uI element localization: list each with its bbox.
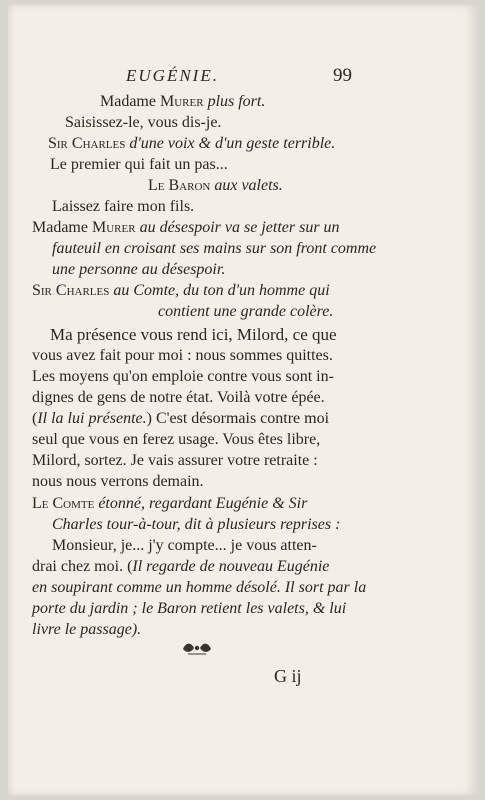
- stage-direction: Le Comte étonné, regardant Eugénie & Sir: [32, 495, 308, 512]
- dialogue-line: Monsieur, je... j'y compte... je vous atten-: [52, 537, 317, 554]
- stage-direction: Madame Murer au désespoir va se jetter sur un: [32, 219, 340, 236]
- dialogue-line: Milord, sortez. Je vais assurer votre retraite :: [32, 452, 318, 469]
- dialogue-line: (Il la lui présente.) C'est désormais contre moi: [32, 410, 330, 427]
- running-head: EUGÉNIE.: [126, 66, 219, 85]
- stage-direction: Sir Charles d'une voix & d'un geste terrible.: [48, 135, 336, 152]
- dialogue-line: dignes de gens de notre état. Voilà votre épée.: [32, 389, 325, 406]
- stage-direction: Le Baron aux valets.: [148, 177, 283, 194]
- stage-direction: Charles tour-à-tour, dit à plusieurs reprises :: [52, 516, 341, 533]
- dialogue-line: Saisissez-le, vous dis-je.: [65, 114, 222, 131]
- dialogue-line: seul que vous en ferez usage. Vous êtes libre,: [32, 431, 321, 448]
- dialogue-line: Le premier qui fait un pas...: [50, 156, 228, 173]
- stage-direction: livre le passage).: [32, 621, 142, 638]
- dialogue-line: nous nous verrons demain.: [32, 473, 204, 490]
- stage-direction: contient une grande colère.: [158, 303, 334, 320]
- page-number: 99: [333, 65, 352, 86]
- dialogue-line: Ma présence vous rend ici, Milord, ce que: [50, 325, 337, 344]
- dialogue-line: Les moyens qu'on emploie contre vous sont in-: [32, 368, 334, 385]
- dialogue-line: vous avez fait pour moi : nous sommes quittes.: [32, 347, 333, 364]
- signature-mark: G ij: [274, 666, 302, 686]
- stage-direction: fauteuil en croisant ses mains sur son front comme: [52, 240, 377, 257]
- stage-direction: Madame Murer plus fort.: [100, 93, 266, 110]
- stage-direction: une personne au désespoir.: [52, 261, 226, 278]
- dialogue-line: drai chez moi. (Il regarde de nouveau Eugénie: [32, 558, 330, 575]
- stage-direction: Sir Charles au Comte, du ton d'un homme qui: [32, 282, 330, 299]
- fleuron-ornament-icon: [180, 640, 214, 656]
- stage-direction: en soupirant comme un homme désolé. Il sort par la: [32, 579, 367, 596]
- stage-direction: porte du jardin ; le Baron retient les valets, & lui: [32, 600, 347, 617]
- book-page: [8, 4, 478, 796]
- dialogue-line: Laissez faire mon fils.: [52, 198, 195, 215]
